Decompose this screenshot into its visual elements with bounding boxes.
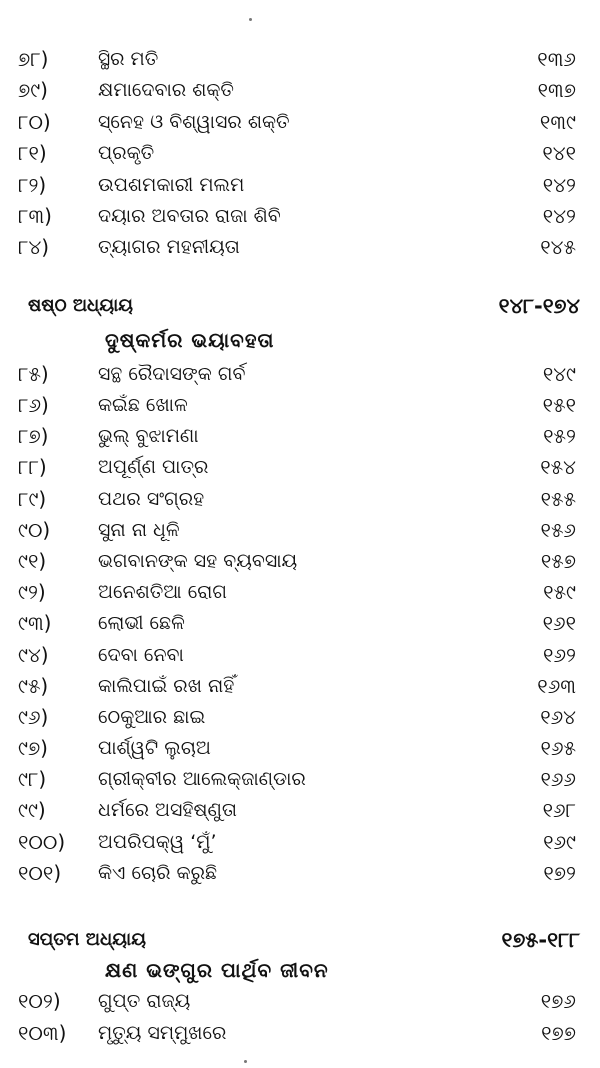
entry-number: ୯୯) [18,798,46,822]
entry-title: ଉପଶମକାରୀ ମଲମ [98,174,245,196]
toc-entry [0,640,600,670]
entry-title: ସ୍ନେହ ଓ ବିଶ୍ୱାସର ଶକ୍ତି [98,111,290,133]
entry-number: ୯୭) [18,736,48,760]
toc-entry [0,608,600,638]
toc-entry [0,1018,600,1048]
toc-entry [0,858,600,888]
entry-page-number: ୧୬୮ [542,798,576,822]
chapter-title-row [0,325,600,355]
entry-page-number: ୧୬୫ [540,736,576,760]
entry-title: ଧର୍ମରେ ଅସହିଷ୍ଣୁତା [98,799,237,821]
entry-page-number: ୧୫୨ [543,424,576,448]
entry-number: ୮୯) [18,487,47,511]
entry-number: ୮୮) [18,455,47,479]
entry-title: ଠେକୁଆର ଛାଇ [98,706,206,728]
entry-page-number: ୧୩୭ [537,78,576,102]
toc-entry [0,515,600,545]
entry-number: ୯୨) [18,580,46,604]
entry-number: ୯୮) [18,767,47,791]
toc-entry [0,390,600,420]
toc-entry [0,733,600,763]
toc-entry [0,764,600,794]
entry-page-number: ୧୪୧ [542,141,576,165]
toc-entry [0,107,600,137]
entry-title: ଗୁପ୍ତ ରାଜ୍ୟ [98,990,191,1012]
toc-entry [0,671,600,701]
entry-title: ଦେବା ନେବା [98,644,184,666]
entry-number: ୯୪) [18,643,49,667]
entry-title: ଭଗବାନଙ୍କ ସହ ବ୍ୟବସାୟ [98,550,298,572]
chapter-title: ଦୁଷ୍କର୍ମର ଭୟାବହତା [105,328,275,352]
entry-number: ୧୦୧) [18,861,62,885]
toc-entry [0,44,600,74]
entry-number: ୮୦) [18,110,51,134]
entry-title: ତ୍ୟାଗର ମହନୀୟତା [98,236,240,258]
entry-number: ୯୫) [18,674,49,698]
entry-number: ୮୧) [18,141,47,165]
entry-page-number: ୧୩୯ [539,110,576,134]
entry-number: ୧୦୨) [18,989,61,1013]
entry-title: କ୍ଷମାଦେବାର ଶକ୍ତି [98,79,234,101]
entry-title: ସୁନା ନା ଧୂଳି [98,519,180,541]
toc-entry [0,201,600,231]
entry-number: ୮୨) [18,173,47,197]
chapter-page-range: ୧୪୮-୧୭୪ [498,294,580,318]
entry-title: ଦୟାର ଅବତାର ରାଜା ଶିବି [98,205,281,227]
toc-entry [0,421,600,451]
toc-entry [0,170,600,200]
toc-entry [0,75,600,105]
chapter-label: ସପ୍ତମ ଅଧ୍ୟାୟ [28,929,146,950]
entry-title: କାଲିପାଇଁ ରଖ ନାହିଁ [98,675,235,697]
entry-title: ପାର୍ଶ୍ୱଟି ଲୁଚାଅ [98,737,211,759]
toc-entry [0,577,600,607]
toc-entry [0,795,600,825]
entry-title: ଅନେଶତିଆ ରୋଗ [98,581,227,603]
entry-page-number: ୧୬୩ [537,674,576,698]
entry-page-number: ୧୬୬ [540,767,576,791]
toc-entry [0,484,600,514]
chapter-title-row [0,955,600,985]
chapter-page-range: ୧୭୫-୧୮୮ [501,928,580,952]
entry-number: ୧୦୦) [18,830,66,854]
entry-title: ପଥର ସଂଗ୍ରହ [98,488,205,510]
entry-page-number: ୧୬୪ [540,705,576,729]
entry-page-number: ୧୪୯ [542,362,576,386]
entry-page-number: ୧୫୬ [540,518,576,542]
entry-title: କିଏ ଚୋରି କରୁଛି [98,862,218,884]
entry-number: ୮୭) [18,424,49,448]
chapter-title: କ୍ଷଣ ଭଙ୍ଗୁର ପାର୍ଥିବ ଜୀବନ [105,958,329,982]
entry-page-number: ୧୫୫ [540,487,576,511]
chapter-heading [0,925,600,955]
entry-number: ୯୬) [18,705,49,729]
entry-page-number: ୧୬୨ [543,643,576,667]
entry-title: ଅପରିପକ୍ୱ ‘ମୁଁ’ [98,831,217,853]
entry-title: ଲୋଭୀ ଛେଳି [98,612,185,634]
entry-page-number: ୧୬୧ [542,611,576,635]
entry-page-number: ୧୭୭ [541,1021,576,1045]
entry-title: ସ୍ଥିର ମତି [98,48,159,70]
entry-number: ୭୮) [18,47,49,71]
entry-title: ସନ୍ଥ ରୈଦାସଙ୍କ ଗର୍ବ [98,363,246,385]
entry-number: ୧୦୩) [18,1021,67,1045]
toc-entry [0,232,600,262]
entry-page-number: ୧୬୯ [543,830,576,854]
entry-page-number: ୧୪୨ [542,204,576,228]
entry-page-number: ୧୪୨ [542,173,576,197]
entry-page-number: ୧୫୭ [540,549,576,573]
entry-page-number: ୧୫୪ [540,455,576,479]
chapter-heading [0,291,600,321]
entry-number: ୮୬) [18,393,49,417]
entry-number: ୯୩) [18,611,52,635]
entry-page-number: ୧୫୧ [542,393,576,417]
toc-entry [0,359,600,389]
entry-page-number: ୧୪୫ [540,235,576,259]
entry-title: ଅପୂର୍ଣ୍ଣ ପାତ୍ର [98,456,209,478]
toc-entry [0,138,600,168]
entry-number: ୮୩) [18,204,52,228]
entry-title: କଇଁଛ ଖୋଳ [98,394,188,416]
entry-title: ଗ୍ରୀକ୍‌ବୀର ଆଲେକ୍‌ଜାଣ୍ଡାର [98,768,306,790]
page-speck [244,1060,247,1063]
entry-title: ପ୍ରକୃତି [98,142,155,164]
entry-page-number: ୧୭୨ [543,861,576,885]
entry-title: ଭୁଲ୍ ବୁଝାମଣା [98,425,199,447]
page-speck [249,18,252,21]
toc-entry [0,827,600,857]
entry-number: ୭୯) [18,78,48,102]
entry-number: ୯୧) [18,549,47,573]
toc-entry [0,986,600,1016]
toc-entry [0,702,600,732]
toc-entry [0,452,600,482]
entry-page-number: ୧୫୯ [543,580,576,604]
entry-page-number: ୧୩୬ [537,47,576,71]
entry-page-number: ୧୭୬ [540,989,576,1013]
chapter-label: ଷଷ୍ଠ ଅଧ୍ୟାୟ [28,295,134,316]
entry-number: ୮୪) [18,235,50,259]
toc-entry [0,546,600,576]
entry-title: ମୃତ୍ୟୁ ସମ୍ମୁଖରେ [98,1022,227,1044]
entry-number: ୯୦) [18,518,51,542]
entry-number: ୮୫) [18,362,49,386]
